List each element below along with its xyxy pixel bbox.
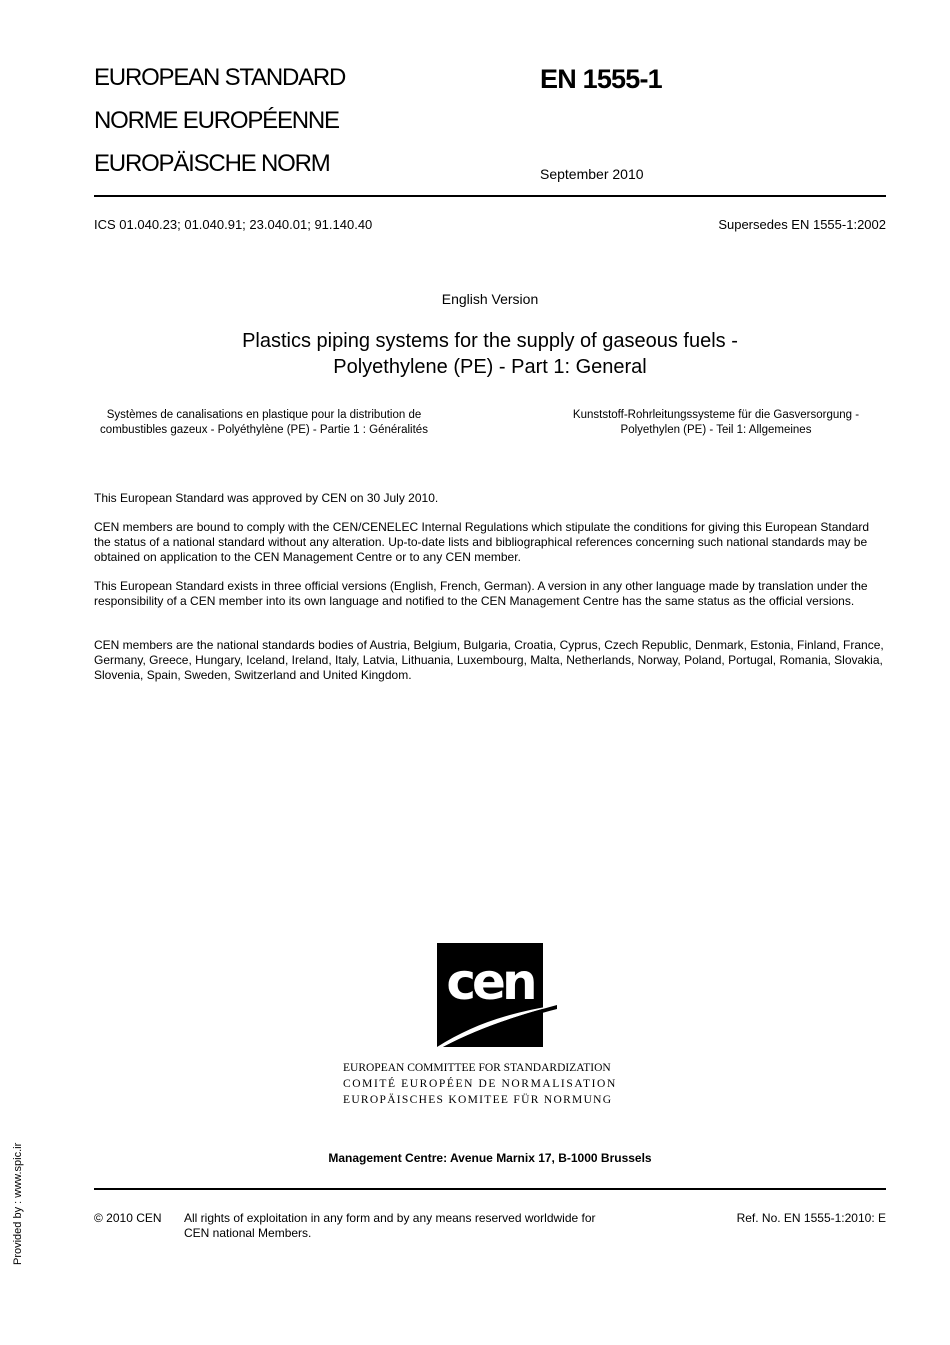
reference-number: Ref. No. EN 1555-1:2010: E: [736, 1211, 886, 1225]
footer-divider: [94, 1188, 886, 1190]
french-title: Systèmes de canalisations en plastique pour la distribution de combustibles gazeux - Polyéthylène (PE) - Partie 1 : Généralités: [100, 409, 428, 436]
publication-date: September 2010: [540, 166, 644, 182]
document-title-line-2: Polyethylene (PE) - Part 1: General: [333, 356, 647, 378]
supersedes-note: Supersedes EN 1555-1:2002: [718, 217, 886, 232]
regulations-paragraph: CEN members are bound to comply with the CEN/CENELEC Internal Regulations which stipulate the conditions for giving this European Standard the status of a national standard without any alteration. Up-to-date lists and bibliographical references concerning such national standards may be obtained on application to the CEN Management Centre or to any CEN member.: [94, 520, 870, 564]
org-name-fr: COMITÉ EUROPÉEN DE NORMALISATION: [343, 1078, 617, 1090]
versions-paragraph: This European Standard exists in three official versions (English, French, German). A version in any other language made by translation under the responsibility of a CEN member into its own language and notified to the CEN Management Centre has the same status as the official versions.: [94, 579, 868, 608]
german-title: Kunststoff-Rohrleitungssysteme für die Gasversorgung - Polyethylen (PE) - Teil 1: Allgemeines: [572, 409, 860, 436]
cen-logo-text: cen: [446, 953, 534, 1011]
provider-side-note: Provided by : www.spic.ir: [12, 1142, 24, 1265]
org-name-de: EUROPÄISCHES KOMITEE FÜR NORMUNG: [343, 1094, 613, 1106]
rights-notice: All rights of exploitation in any form and by any means reserved worldwide for CEN national Members.: [184, 1211, 596, 1240]
copyright-notice: © 2010 CEN: [94, 1211, 162, 1225]
standard-title-de: EUROPÄISCHE NORM: [94, 150, 330, 177]
standard-title-fr: NORME EUROPÉENNE: [94, 107, 339, 134]
document-title-line-1: Plastics piping systems for the supply of gaseous fuels -: [242, 330, 738, 352]
ics-codes: ICS 01.040.23; 01.040.91; 23.040.01; 91.140.40: [94, 217, 373, 232]
approval-paragraph: This European Standard was approved by CEN on 30 July 2010.: [94, 491, 439, 505]
header-divider: [94, 195, 886, 197]
version-label: English Version: [441, 291, 539, 307]
management-centre-address: Management Centre: Avenue Marnix 17, B-1000 Brussels: [328, 1151, 652, 1165]
standard-title-en: EUROPEAN STANDARD: [94, 64, 346, 91]
org-name-en: EUROPEAN COMMITTEE FOR STANDARDIZATION: [343, 1062, 611, 1074]
document-title: [140, 328, 840, 380]
standard-number: EN 1555-1: [540, 64, 662, 94]
cen-logo: [437, 943, 557, 1051]
members-paragraph: CEN members are the national standards bodies of Austria, Belgium, Bulgaria, Croatia, Cyprus, Czech Republic, Denmark, Estonia, Finland, France, Germany, Greece, Hungary, Iceland, Ireland, Italy, Latvia, Lithuania, Luxembourg, Malta, Netherlands, Norway, Poland, Portugal, Romania, Slovakia, Slovenia, Spain, Sweden, Switzerland and United Kingdom.: [94, 638, 884, 682]
